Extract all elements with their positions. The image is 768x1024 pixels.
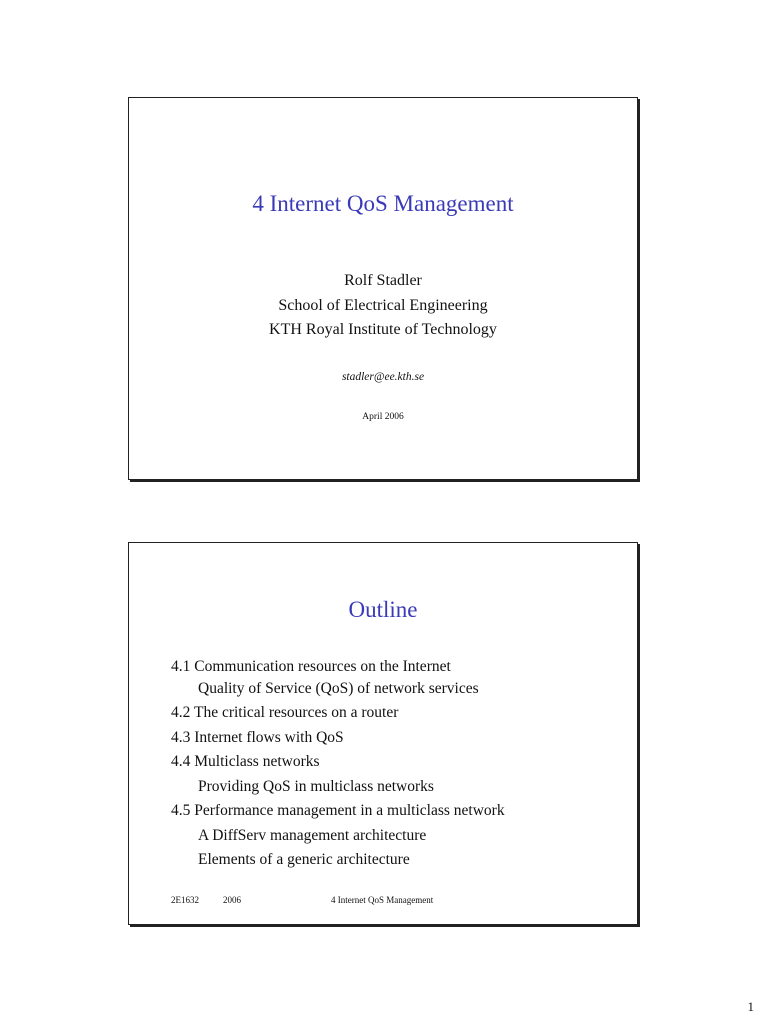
- author-email: stadler@ee.kth.se: [341, 371, 425, 383]
- author-block: [129, 269, 637, 343]
- footer-title: 4 Internet QoS Management: [331, 895, 434, 905]
- slide-title: 4 Internet QoS Management: [252, 191, 514, 216]
- outline-subitem: Providing QoS in multiclass networks: [198, 777, 434, 795]
- footer-course-code: 2E1632: [171, 895, 199, 905]
- outline-subitem: A DiffServ management architecture: [198, 826, 427, 844]
- outline-item: 4.1 Communication resources on the Internet: [171, 658, 451, 675]
- outline-item: 4.4 Multiclass networks: [171, 753, 320, 770]
- slide-title: Outline: [348, 597, 418, 622]
- outline-subitem: Quality of Service (QoS) of network services: [198, 679, 479, 697]
- presentation-date: April 2006: [362, 412, 404, 422]
- outline-slide: [128, 542, 638, 925]
- footer-year: 2006: [223, 895, 241, 905]
- institute-name: KTH Royal Institute of Technology: [269, 321, 497, 338]
- school-name: School of Electrical Engineering: [278, 296, 488, 314]
- author-name: Rolf Stadler: [344, 272, 422, 289]
- title-slide: [128, 97, 638, 480]
- outline-item: 4.2 The critical resources on a router: [171, 704, 399, 721]
- page-number: 1: [747, 999, 754, 1014]
- outline-list: [171, 655, 505, 873]
- outline-item: 4.5 Performance management in a multiclass network: [171, 802, 505, 819]
- outline-item: 4.3 Internet flows with QoS: [171, 728, 344, 746]
- outline-subitem: Elements of a generic architecture: [198, 851, 410, 868]
